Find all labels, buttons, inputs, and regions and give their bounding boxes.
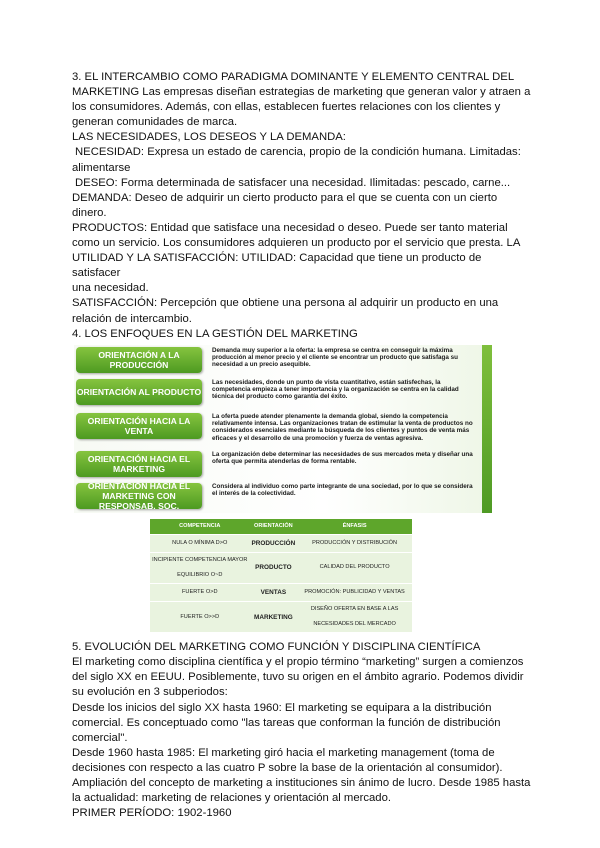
approach-row	[76, 347, 476, 373]
document-page	[72, 70, 532, 821]
approach-description: Las necesidades, donde un punto de vista cuantitativo, están satisfechas, la competencia empieza a tener importancia y la organización se centra en la calidad técnica del producto como garantía del éxito.	[212, 378, 459, 401]
table-cell: DISEÑO OFERTA EN BASE A LAS NECESIDADES DEL MERCADO	[297, 601, 412, 632]
orientation-table	[150, 519, 412, 632]
text-line: SATISFACCIÓN: Percepción que obtiene una persona al adquirir un producto en una	[72, 297, 499, 310]
approach-description: La oferta puede atender plenamente la demanda global, siendo la competencia relativamente intensa. Las organizaciones tratan de estimular la venta de productos no considerados esenciales mediante la búsqueda de los clientes y puntos de venta más eficaces y el desarrollo de una promoción y fuerza de ventas agresiva.	[212, 412, 473, 442]
approach-label: ORIENTACIÓN HACIA EL MARKETING	[76, 451, 202, 477]
table-cell: PRODUCCIÓN	[250, 534, 298, 552]
table-cell: NULA O MÍNIMA D>O	[150, 534, 250, 552]
approach-description: La organización debe determinar las necesidades de sus mercados meta y diseñar una oferta que permita atenderlas de forma rentable.	[212, 450, 473, 465]
table-cell: PROMOCIÓN: PUBLICIDAD Y VENTAS	[297, 583, 412, 601]
table-header-row	[150, 519, 412, 535]
table-cell: INCIPIENTE COMPETENCIA MAYOR EQUILIBRIO O~D	[150, 552, 250, 583]
approach-label: ORIENTACIÓN HACIA EL MARKETING CON RESPONSAB. SOC.	[76, 483, 202, 509]
column-header: ÉNFASIS	[297, 519, 412, 535]
approach-row	[76, 480, 476, 511]
intro-section	[72, 70, 532, 342]
text-line: los consumidores. Además, con ellas, establecen fuertes relaciones con los clientes y	[72, 101, 501, 114]
text-line: MARKETING Las empresas diseñan estrategias de marketing que generan valor y atraen a	[72, 86, 531, 99]
text-line: su evolución en 3 subperiodos:	[72, 686, 228, 699]
text-line: Desde los inicios del siglo XX hasta 1960: El marketing se equipara a la distribución	[72, 701, 492, 714]
text-line: comercial. Es conceptuado como "las tareas que conforman la función de distribución	[72, 716, 501, 729]
text-line: DEMANDA: Deseo de adquirir un cierto producto para el que se cuenta con un cierto dinero.	[72, 191, 498, 219]
section-3-heading: 3. EL INTERCAMBIO COMO PARADIGMA DOMINANTE Y ELEMENTO CENTRAL DEL	[72, 71, 515, 83]
subheading-necesidades: LAS NECESIDADES, LOS DESEOS Y LA DEMANDA:	[72, 131, 346, 144]
text-line: generan comunidades de marca.	[72, 116, 238, 129]
text-line: Ampliación del concepto de marketing a instituciones sin ánimo de lucro. Desde 1985 hasta	[72, 777, 531, 789]
text-line: PRODUCTOS: Entidad que satisface una necesidad o deseo. Puede ser tanto material	[72, 221, 508, 234]
approach-row	[76, 413, 476, 442]
column-header: ORIENTACIÓN	[250, 519, 298, 535]
text-line: DESEO: Forma determinada de satisfacer una necesidad. Ilimitadas: pescado, carne...	[75, 176, 511, 189]
text-line: comercial".	[72, 731, 128, 744]
approach-label: ORIENTACIÓN AL PRODUCTO	[76, 379, 202, 405]
approaches-figure	[74, 345, 492, 513]
table-cell: FUERTE O>D	[150, 583, 250, 601]
section-5-heading: 5. EVOLUCIÓN DEL MARKETING COMO FUNCIÓN Y DISCIPLINA CIENTÍFICA	[72, 641, 481, 654]
decorative-stripe	[482, 345, 492, 513]
column-header: COMPETENCIA	[150, 519, 250, 535]
approach-label: ORIENTACIÓN HACIA LA VENTA	[76, 413, 202, 439]
approach-row	[76, 379, 476, 405]
text-line: UTILIDAD Y LA SATISFACCIÓN: UTILIDAD: Capacidad que tiene un producto de satisfacer	[72, 252, 482, 280]
table-row	[150, 552, 412, 583]
text-line: decisiones con respecto a las cuatro P sobre la base de la orientación al consumidor).	[72, 761, 503, 774]
table-row	[150, 583, 412, 601]
approach-label: ORIENTACIÓN A LA PRODUCCIÓN	[76, 347, 202, 373]
text-line: El marketing como disciplina científica y el propio término “marketing” surgen a comienzos	[72, 656, 524, 669]
approach-description: Considera al individuo como parte integrante de una sociedad, por lo que se considera el interés de la colectividad.	[212, 482, 473, 497]
table-row	[150, 534, 412, 552]
text-line: relación de intercambio.	[72, 312, 192, 325]
table-cell: MARKETING	[250, 601, 298, 632]
table-cell: FUERTE O>>D	[150, 601, 250, 632]
table-cell: PRODUCTO	[250, 552, 298, 583]
approach-row	[76, 451, 476, 477]
text-line: como un servicio. Los consumidores adquieren un producto por el servicio que presta. LA	[72, 237, 521, 250]
table-cell: CALIDAD DEL PRODUCTO	[297, 552, 412, 583]
text-line: Desde 1960 hasta 1985: El marketing giró hacia el marketing management (toma de	[72, 746, 495, 759]
outro-section	[72, 640, 532, 821]
section-4-heading: 4. LOS ENFOQUES EN LA GESTIÓN DEL MARKETING	[72, 327, 358, 340]
period-heading: PRIMER PERÍODO: 1902-1960	[72, 807, 232, 820]
table-cell: VENTAS	[250, 583, 298, 601]
approach-description: Demanda muy superior a la oferta: la empresa se centra en conseguir la máxima producción al menor precio y el cliente se encontrar un producto que satisfaga su necesidad a un precio asequible.	[212, 346, 458, 369]
text-line: una necesidad.	[72, 282, 149, 295]
text-line: del siglo XX en EEUU. Posiblemente, tuvo su origen en el ámbito agrario. Podemos dividir	[72, 671, 524, 684]
text-line: NECESIDAD: Expresa un estado de carencia, propio de la condición humana. Limitadas:	[75, 146, 521, 159]
text-line: alimentarse	[72, 161, 131, 174]
table-row	[150, 601, 412, 632]
text-line: la actualidad: marketing de relaciones y orientación al mercado.	[72, 792, 391, 805]
table-cell: PRODUCCIÓN Y DISTRIBUCIÓN	[297, 534, 412, 552]
